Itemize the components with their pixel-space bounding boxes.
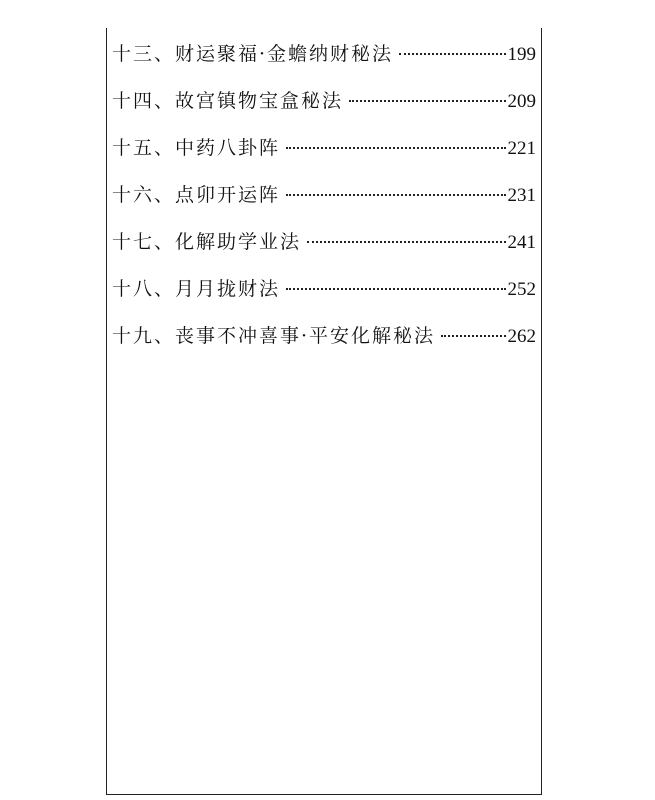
dot-leader [441,335,505,337]
toc-entry-18[interactable] [112,271,536,318]
toc-page-number: 199 [507,44,536,65]
toc-entry-title: 十七、化解助学业法 [112,231,302,253]
dot-leader [307,241,505,243]
toc-entry-title: 十九、丧事不冲喜事·平安化解秘法 [112,325,436,347]
toc-page-number: 221 [507,138,536,159]
toc-page-number: 231 [507,185,536,206]
toc-entry-19[interactable] [112,318,536,365]
dot-leader [286,194,505,196]
toc-page-number: 252 [507,279,536,300]
toc-entry-17[interactable] [112,224,536,271]
toc-entry-15[interactable] [112,130,536,177]
toc-entry-title: 十六、点卯开运阵 [112,184,281,206]
toc-entry-title: 十三、财运聚福·金蟾纳财秘法 [112,43,394,65]
toc-entry-title: 十八、月月拢财法 [112,278,281,300]
toc-page-number: 241 [507,232,536,253]
toc-entry-title: 十五、中药八卦阵 [112,137,281,159]
toc-entry-14[interactable] [112,83,536,130]
toc-page-number: 262 [507,326,536,347]
dot-leader [349,100,505,102]
dot-leader [286,288,505,290]
dot-leader [286,147,505,149]
toc-entry-title: 十四、故宫镇物宝盒秘法 [112,90,344,112]
toc-page-number: 209 [507,91,536,112]
toc-entry-16[interactable] [112,177,536,224]
dot-leader [399,53,505,55]
table-of-contents [112,36,536,365]
toc-entry-13[interactable] [112,36,536,83]
